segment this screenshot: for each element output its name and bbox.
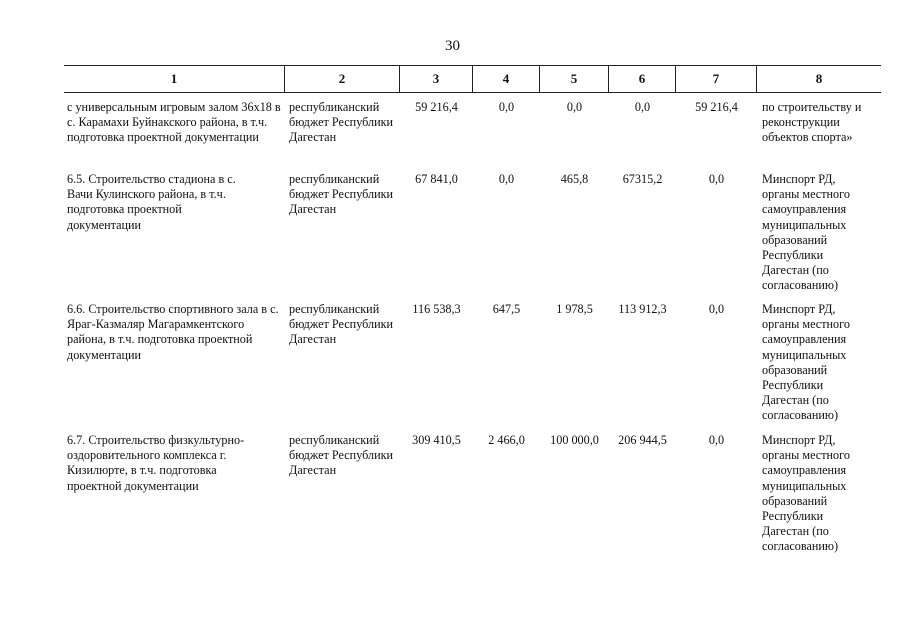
- column-header-6: 6: [609, 66, 676, 92]
- page-number: 30: [445, 38, 460, 54]
- row-col6-value: 113 912,3: [618, 302, 667, 316]
- column-header-3: 3: [400, 66, 473, 92]
- row-col5-value: 0,0: [566, 100, 583, 114]
- row-executor: Минспорт РД, органы местного самоуправления муниципальных образований Республики Дагестан (по согласованию): [762, 172, 850, 293]
- row-col4-value: 0,0: [498, 172, 515, 186]
- column-header-8: 8: [815, 71, 823, 86]
- row-funding-source: республиканский бюджет Республики Дагестан: [289, 302, 394, 347]
- row-col6-value: 206 944,5: [618, 433, 667, 447]
- row-col3-value: 116 538,3: [412, 302, 461, 316]
- row-col7-value: 0,0: [708, 302, 725, 316]
- row-name: 6.5. Строительство стадиона в с. Вачи Кулинского района, в т.ч. подготовка проектной документации: [67, 172, 236, 232]
- row-col5-value: 465,8: [560, 172, 589, 186]
- row-col7-value: 0,0: [708, 433, 725, 447]
- row-funding-source: республиканский бюджет Республики Дагестан: [289, 433, 394, 478]
- row-col6-value: 67315,2: [622, 172, 663, 186]
- row-funding-source: республиканский бюджет Республики Дагестан: [289, 100, 394, 145]
- row-col3-value: 59 216,4: [415, 100, 458, 114]
- row-col3-value: 309 410,5: [412, 433, 461, 447]
- row-name: с универсальным игровым залом 36х18 в с. Карамахи Буйнакского района, в т.ч. подготовка проектной документации: [67, 100, 281, 145]
- row-col4-value: 647,5: [492, 302, 521, 316]
- table-header: [64, 65, 881, 93]
- row-executor: по строительству и реконструкции объектов спорта»: [762, 100, 862, 145]
- row-funding-source: республиканский бюджет Республики Дагестан: [289, 172, 394, 217]
- row-col6-value: 0,0: [634, 100, 651, 114]
- column-header-7: 7: [676, 66, 757, 92]
- column-header-5: 5: [540, 66, 609, 92]
- row-col5-value: 1 978,5: [556, 302, 593, 316]
- column-header-4: 4: [473, 66, 540, 92]
- row-col5-value: 100 000,0: [550, 433, 599, 447]
- column-header-2: 2: [285, 66, 400, 92]
- row-col7-value: 59 216,4: [695, 100, 738, 114]
- row-name: 6.6. Строительство спортивного зала в с. Яраг-Казмаляр Магарамкентского района, в т.ч. подготовка проектной документации: [67, 302, 279, 362]
- row-col4-value: 0,0: [498, 100, 515, 114]
- row-col4-value: 2 466,0: [488, 433, 525, 447]
- column-header-1: 1: [64, 66, 285, 92]
- row-col3-value: 67 841,0: [415, 172, 458, 186]
- row-col7-value: 0,0: [708, 172, 725, 186]
- row-name: 6.7. Строительство физкультурно-оздоровительного комплекса г. Кизилюрте, в т.ч. подготовка проектной документации: [67, 433, 245, 493]
- row-executor: Минспорт РД, органы местного самоуправления муниципальных образований Республики Дагестан (по согласованию): [762, 302, 850, 423]
- row-executor: Минспорт РД, органы местного самоуправления муниципальных образований Республики Дагестан (по согласованию): [762, 433, 850, 554]
